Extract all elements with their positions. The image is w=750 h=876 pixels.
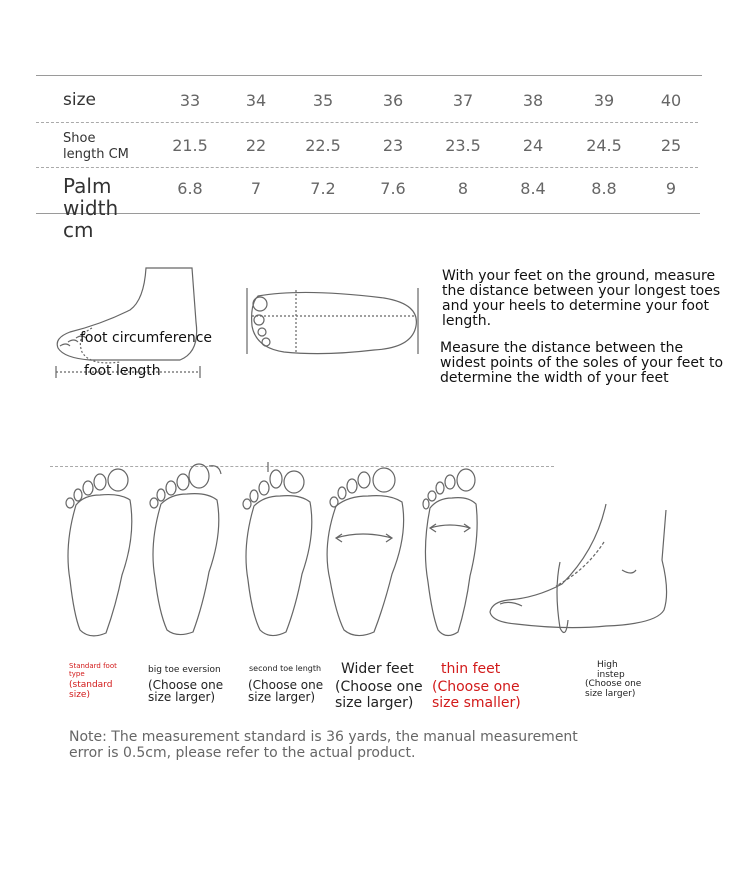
table-cell: 21.5 <box>172 136 208 155</box>
table-divider <box>36 167 698 168</box>
table-cell: 38 <box>522 91 544 110</box>
table-cell: 24.5 <box>586 136 622 155</box>
table-cell: 8.8 <box>591 179 617 198</box>
row-label-shoe-length: Shoe length CM <box>63 131 129 162</box>
row-label-size: size <box>63 90 96 110</box>
table-cell: 22.5 <box>305 136 341 155</box>
table-cell: 35 <box>312 91 334 110</box>
foot-length-instruction: With your feet on the ground, measure the distance between your longest toes and your heels to determine your foot length. <box>442 268 721 329</box>
table-cell: 23 <box>382 136 404 155</box>
foot-type-detail: (standard size) <box>69 680 113 700</box>
standard-foot-icon <box>60 465 144 640</box>
table-cell: 7.6 <box>380 179 406 198</box>
table-cell: 40 <box>660 91 682 110</box>
foot-type-title: Standard foot type <box>69 662 117 678</box>
table-cell: 39 <box>593 91 615 110</box>
foot-type-title: big toe eversion <box>148 665 221 675</box>
foot-type-detail: (Choose one size larger) <box>248 678 324 704</box>
table-cell: 7 <box>250 179 262 198</box>
second-toe-foot-icon <box>238 462 322 640</box>
foot-type-detail: (Choose one size smaller) <box>432 679 521 711</box>
foot-width-instruction: Measure the distance between the widest points of the soles of your feet to determine the width of your feet <box>440 340 724 386</box>
thin-foot-icon <box>414 464 486 640</box>
top-foot-illustration <box>244 286 424 366</box>
table-cell: 23.5 <box>445 136 481 155</box>
foot-type-title: Wider feet <box>341 661 414 677</box>
foot-circumference-label: foot circumference <box>80 330 213 346</box>
table-cell: 6.8 <box>177 179 203 198</box>
table-cell: 25 <box>660 136 682 155</box>
table-cell: 22 <box>245 136 267 155</box>
table-top-border <box>36 75 702 76</box>
table-cell: 36 <box>382 91 404 110</box>
table-cell: 34 <box>245 91 267 110</box>
big-toe-eversion-foot-icon <box>145 460 229 640</box>
table-bottom-border <box>36 213 700 214</box>
wide-foot-icon <box>322 462 414 640</box>
table-cell: 24 <box>522 136 544 155</box>
high-instep-foot-icon <box>486 500 671 646</box>
foot-length-label: foot length <box>84 363 161 379</box>
foot-type-detail: (Choose one size larger) <box>148 678 224 704</box>
table-cell: 7.2 <box>310 179 336 198</box>
foot-type-title: High instep <box>597 660 625 680</box>
table-cell: 8.4 <box>520 179 546 198</box>
foot-type-detail: (Choose one size larger) <box>335 679 423 711</box>
row-label-palm-width: Palm width cm <box>63 174 119 242</box>
table-cell: 37 <box>452 91 474 110</box>
table-cell: 33 <box>179 91 201 110</box>
table-cell: 8 <box>457 179 469 198</box>
table-cell: 9 <box>665 179 677 198</box>
foot-type-title: second toe length <box>249 664 322 673</box>
foot-type-title: thin feet <box>441 661 501 677</box>
foot-type-detail: (Choose one size larger) <box>585 679 642 699</box>
measurement-note: Note: The measurement standard is 36 yards, the manual measurement error is 0.5cm, please refer to the actual product. <box>69 729 578 761</box>
table-divider <box>36 122 698 123</box>
